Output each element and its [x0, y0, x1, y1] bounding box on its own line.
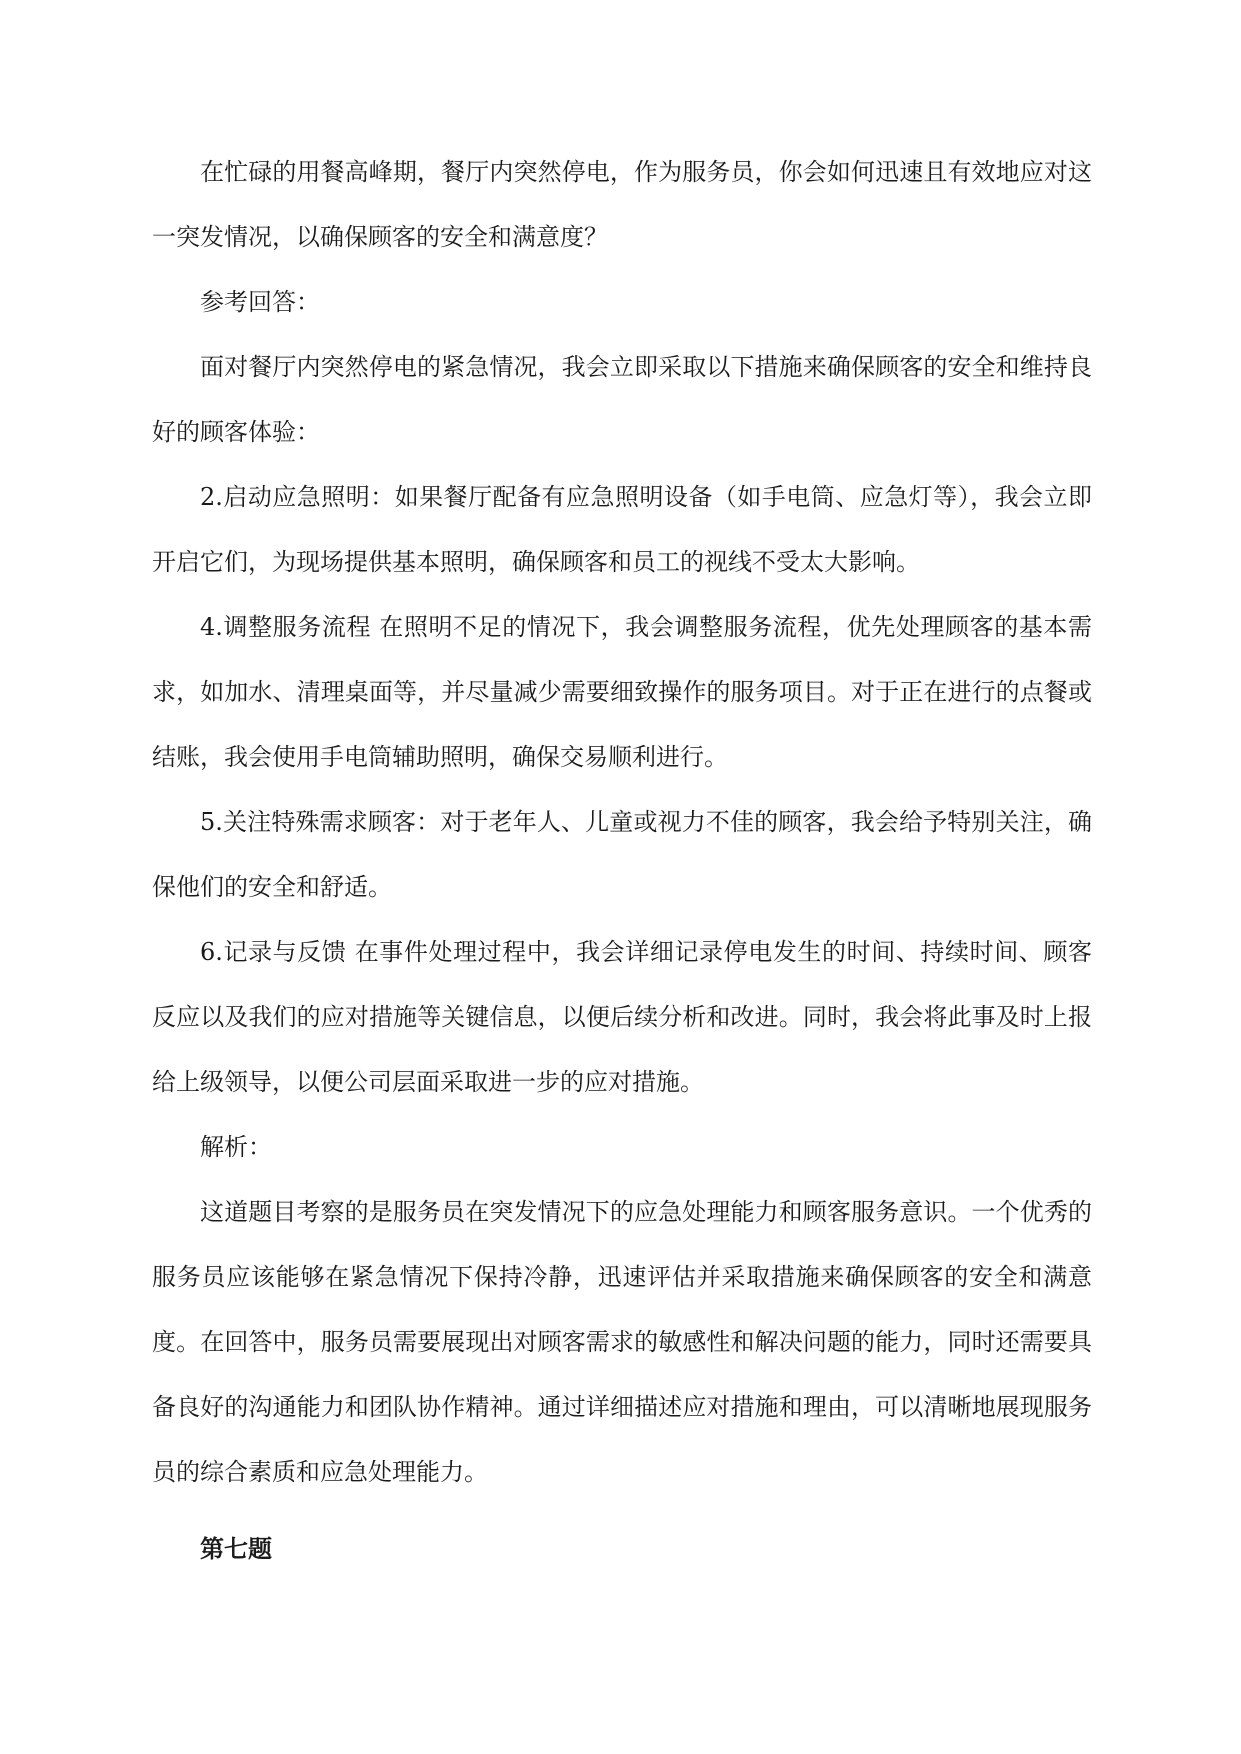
section-heading: 第七题: [200, 1535, 272, 1563]
answer-step-6: 6.记录与反馈 在事件处理过程中，我会详细记录停电发生的时间、持续时间、顾客反应以及我们的应对措施等关键信息，以便后续分析和改进。同时，我会将此事及时上报给上级领导，以便公司层面采取进一步的应对措施。: [152, 938, 1092, 1096]
analysis-paragraph: 这道题目考察的是服务员在突发情况下的应急处理能力和顾客服务意识。一个优秀的服务员应该能够在紧急情况下保持冷静，迅速评估并采取措施来确保顾客的安全和满意度。在回答中，服务员需要展现出对顾客需求的敏感性和解决问题的能力，同时还需要具备良好的沟通能力和团队协作精神。通过详细描述应对措施和理由，可以清晰地展现服务员的综合素质和应急处理能力。: [152, 1198, 1092, 1486]
reference-answer-label: 参考回答：: [200, 288, 320, 316]
answer-step-2: 2.启动应急照明：如果餐厅配备有应急照明设备（如手电筒、应急灯等），我会立即开启它们，为现场提供基本照明，确保顾客和员工的视线不受太大影响。: [152, 483, 1092, 576]
document-body: [152, 140, 1092, 1582]
question-paragraph: 在忙碌的用餐高峰期，餐厅内突然停电，作为服务员，你会如何迅速且有效地应对这一突发情况，以确保顾客的安全和满意度？: [152, 158, 1092, 251]
analysis-label: 解析：: [200, 1133, 272, 1161]
answer-step-4: 4.调整服务流程 在照明不足的情况下，我会调整服务流程，优先处理顾客的基本需求，如加水、清理桌面等，并尽量减少需要细致操作的服务项目。对于正在进行的点餐或结账，我会使用手电筒辅助照明，确保交易顺利进行。: [152, 613, 1092, 771]
answer-step-5: 5.关注特殊需求顾客：对于老年人、儿童或视力不佳的顾客，我会给予特别关注，确保他们的安全和舒适。: [152, 808, 1092, 901]
answer-intro-paragraph: 面对餐厅内突然停电的紧急情况，我会立即采取以下措施来确保顾客的安全和维持良好的顾客体验：: [152, 353, 1092, 446]
